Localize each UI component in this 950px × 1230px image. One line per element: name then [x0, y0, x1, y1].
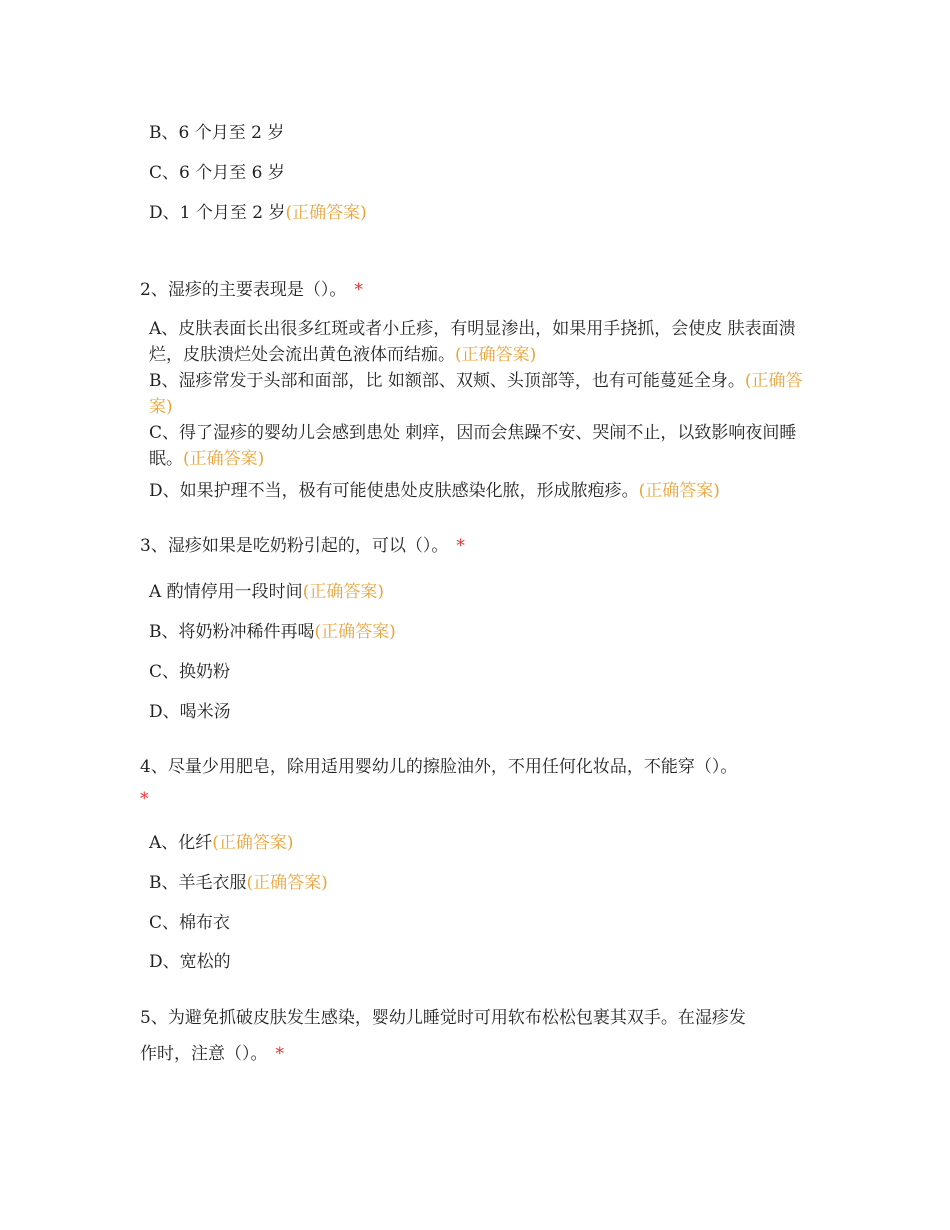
option-text: D、喝米汤: [149, 702, 231, 722]
q4-option-a: [149, 830, 809, 856]
q3-option-a: [149, 579, 809, 605]
option-text: A 酌情停用一段时间: [149, 582, 303, 602]
option-text: D、宽松的: [149, 952, 231, 972]
required-mark: *: [354, 280, 363, 300]
q2-title: [140, 277, 810, 303]
q2-option-b: [149, 368, 809, 420]
question-text: 2、湿疹的主要表现是（）。: [140, 280, 347, 300]
required-mark: *: [456, 536, 465, 556]
option-text: C、6 个月至 6 岁: [149, 163, 285, 183]
question-text: 4、尽量少用肥皂，除用适用婴幼儿的擦脸油外，不用任何化妆品，不能穿（）。: [140, 757, 738, 777]
correct-answer-mark: (正确答案): [455, 345, 537, 365]
option-text: D、如果护理不当，极有可能使患处皮肤感染化脓，形成脓疱疹。: [149, 481, 639, 501]
correct-answer-mark: (正确答案): [212, 833, 294, 853]
correct-answer-mark: (正确答案): [638, 481, 720, 501]
correct-answer-mark: (正确答案): [302, 582, 384, 602]
option-text: C、棉布衣: [149, 913, 231, 933]
correct-answer-mark: (正确答案): [149, 371, 803, 417]
q2-option-d: [149, 478, 809, 504]
q4-title: [140, 754, 810, 780]
option-text: B、6 个月至 2 岁: [149, 123, 285, 143]
q3-option-b: [149, 619, 809, 645]
required-mark: *: [275, 1044, 284, 1064]
correct-answer-mark: (正确答案): [285, 203, 367, 223]
required-mark: *: [140, 789, 149, 809]
option-text: C、换奶粉: [149, 662, 231, 682]
q1-option-d: [149, 200, 809, 226]
q4-option-d: [149, 949, 809, 975]
option-text: D、1 个月至 2 岁: [149, 203, 286, 223]
option-text: A、化纤: [149, 833, 213, 853]
option-text: B、羊毛衣服: [149, 873, 247, 893]
option-text: A、皮肤表面长出很多红斑或者小丘疹，有明显渗出，如果用手挠抓，会使皮 肤表面溃烂，皮肤溃烂处会流出黄色液体而结痂。: [149, 319, 796, 365]
q1-option-c: [149, 160, 809, 186]
question-text: 5、为避免抓破皮肤发生感染，婴幼儿睡觉时可用软布松松包裹其双手。在湿疹发: [140, 1008, 746, 1028]
q1-option-b: [149, 120, 809, 146]
correct-answer-mark: (正确答案): [314, 622, 396, 642]
q3-title: [140, 533, 810, 559]
q3-option-d: [149, 699, 809, 725]
option-text: C、得了湿疹的婴幼儿会感到患处 刺痒，因而会焦躁不安、哭闹不止，以致影响夜间睡眠。: [149, 423, 797, 469]
question-text: 3、湿疹如果是吃奶粉引起的，可以（）。: [140, 536, 449, 556]
q4-option-c: [149, 910, 809, 936]
option-text: B、湿疹常发于头部和面部，比 如额部、双颊、头顶部等，也有可能蔓延全身。: [149, 371, 745, 391]
q3-option-c: [149, 659, 809, 685]
q5-title-line2: [140, 1041, 810, 1067]
q2-option-a: [149, 316, 809, 368]
q4-required-line: [140, 786, 810, 812]
q4-option-b: [149, 870, 809, 896]
q2-option-c: [149, 420, 809, 472]
correct-answer-mark: (正确答案): [183, 449, 265, 469]
q5-title-line1: [140, 1005, 810, 1031]
option-text: B、将奶粉冲稀件再喝: [149, 622, 315, 642]
question-text: 作时，注意（）。: [140, 1044, 268, 1064]
correct-answer-mark: (正确答案): [246, 873, 328, 893]
